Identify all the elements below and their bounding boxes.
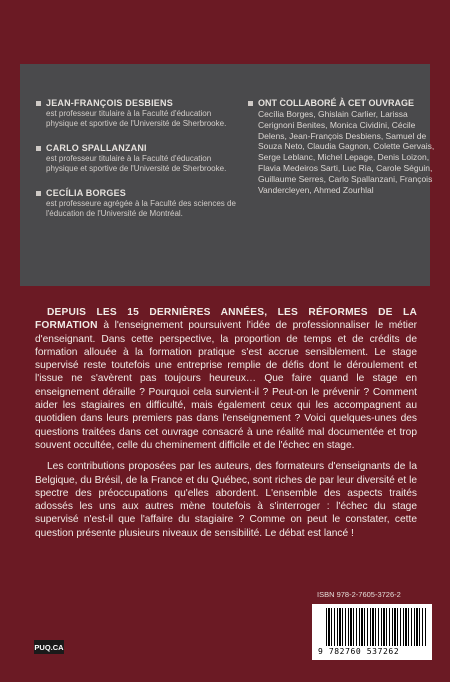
author-description: est professeur titulaire à la Faculté d'éducation physique et sportive de l'Université de Sherbrooke. — [46, 154, 227, 173]
author-name: CECÍLIA BORGES — [46, 188, 126, 198]
summary-paragraph-1 — [35, 306, 417, 452]
author-description: est professeure agrégée à la Faculté des sciences de l'éducation de l'Université de Montréal. — [46, 199, 236, 218]
barcode-bars-icon — [326, 608, 426, 646]
author-block — [36, 98, 236, 129]
square-bullet-icon — [36, 191, 41, 196]
square-bullet-icon — [36, 101, 41, 106]
barcode-number: 9 782760 537262 — [318, 647, 400, 656]
summary-lead: DEPUIS LES 15 DERNIÈRES ANNÉES, LES RÉFORMES DE LA FORMATION — [35, 307, 417, 332]
square-bullet-icon — [248, 101, 253, 106]
contributors-heading: ONT COLLABORÉ À CET OUVRAGE — [258, 98, 415, 108]
isbn-label: ISBN 978-2-7605-3726-2 — [317, 590, 401, 599]
contributors-list: Cecília Borges, Ghislain Carlier, Larissa Cerignoni Benites, Monica Cividini, Cécile Delens, Jean-François Desbiens, Samuel de Souza Neto, Claudia Gagnon, Colette Gervais, Serge Leblanc, Michel Lepage, Denis Loizon, Flavia Medeiros Sarti, Luc Ria, Carole Séguin, Guillaume Serres, Carlo Spallanzani, François Vandercleyen, Ahmed Zourhlal — [258, 109, 435, 195]
author-name: CARLO SPALLANZANI — [46, 143, 147, 153]
contributors-column — [248, 98, 438, 195]
author-block — [36, 143, 236, 174]
author-description: est professeur titulaire à la Faculté d'éducation physique et sportive de l'Université de Sherbrooke. — [46, 109, 227, 128]
summary-paragraph-2: Les contributions proposées par les auteurs, des formateurs d'enseignants de la Belgique, du Brésil, de la France et du Québec, sont riches de par leur diversité et le spectre des préoccupations qu'elles abordent. L'ensemble des aspects traités adossés les uns aux autres mène toutefois à s'interroger : l'échec du stage supervisé n'est-il que l'affaire du stagiaire ? Comme on peut le constater, cette question présente plusieurs niveaux de sensibilité. Le débat est lancé ! — [35, 461, 417, 539]
barcode — [312, 604, 432, 660]
back-cover-summary — [35, 306, 417, 548]
summary-paragraph-1-text: à l'enseignement poursuivent l'idée de professionnaliser le métier d'enseignant. Dans cette perspective, la proportion de temps et de crédits de formation allouée à la formation pratique s'est accrue sensiblement. Le stage supervisé reste toutefois une entreprise remplie de défis dont le déroulement et l'issue ne s'avèrent pas toujours heureux… Que faire quand le stage en enseignement déraille ? Pourquoi cela survient-il ? Peut-on le prévenir ? Comment aider les stagiaires en difficulté, mais également ceux qui les accompagnent au quotidien dans leurs premiers pas dans l'enseignement ? Voici quelques-unes des questions traitées dans cet ouvrage consacré à une réalité mal documentée et trop souvent occultée, celle du cheminement difficile et de l'échec en stage. — [35, 320, 417, 451]
square-bullet-icon — [36, 146, 41, 151]
publisher-logo: PUQ.CA — [34, 640, 64, 654]
author-block — [36, 188, 236, 219]
authors-column — [36, 98, 236, 233]
author-name: JEAN-FRANÇOIS DESBIENS — [46, 98, 173, 108]
